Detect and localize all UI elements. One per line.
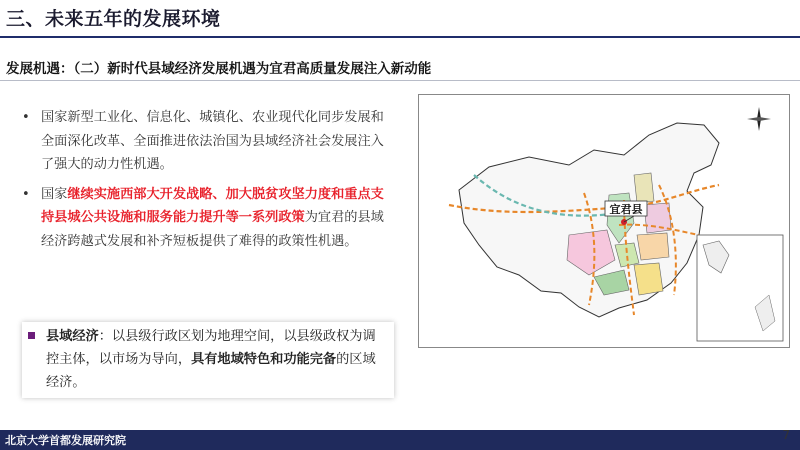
definition-box <box>22 322 394 398</box>
page-number: 7 <box>782 428 790 442</box>
china-map-svg <box>419 95 789 347</box>
china-outline <box>459 123 719 317</box>
section-subtitle: 发展机遇：（二）新时代县域经济发展机遇为宜君高质量发展注入新动能 <box>6 61 432 77</box>
province-hubei <box>637 233 669 260</box>
map-label: 宜君县 <box>609 203 643 216</box>
title-bar <box>0 0 800 36</box>
bullet-text-2-pre: 国家 <box>41 186 68 202</box>
province-shanxi <box>634 173 654 203</box>
north-arrow-icon <box>747 107 771 131</box>
bullet-marker: • <box>22 110 30 125</box>
definition-text <box>46 325 386 394</box>
footer-bar <box>0 430 800 450</box>
square-bullet-icon <box>28 332 35 339</box>
bullet-item-2 <box>22 183 392 254</box>
bullet-list <box>22 106 392 259</box>
bullet-item-1 <box>22 106 392 177</box>
footer-org: 北京大学首都发展研究院 <box>5 434 126 447</box>
definition-bold: 具有地域特色和功能完备 <box>191 352 337 367</box>
bullet-marker: • <box>22 186 30 202</box>
subtitle-divider <box>0 80 800 81</box>
china-map-figure <box>418 94 790 348</box>
definition-part1: ：以县级行政区划为地理空间，以县级政权为调控主体，以市场为导向， <box>46 329 376 367</box>
definition-term: 县域经济 <box>46 329 99 344</box>
bullet-text-1: 国家新型工业化、信息化、城镇化、农业现代化同步发展和全面深化改革、全面推进依法治国为县域经济社会发展注入了强大的动力性机遇。 <box>41 110 384 172</box>
definition-part2: 的区域经济。 <box>46 352 376 390</box>
bullet-text-2-highlight: 继续实施西部大开发战略、加大脱贫攻坚力度和重点支持县城公共设施和服务能力提升等一系列政策 <box>41 186 384 225</box>
bullet-text-2-post: 为宜君的县域经济跨越式发展和补齐短板提供了难得的政策性机遇。 <box>41 210 384 249</box>
province-hunan <box>634 263 663 295</box>
title-divider <box>0 36 800 38</box>
page-title: 三、未来五年的发展环境 <box>6 8 221 30</box>
